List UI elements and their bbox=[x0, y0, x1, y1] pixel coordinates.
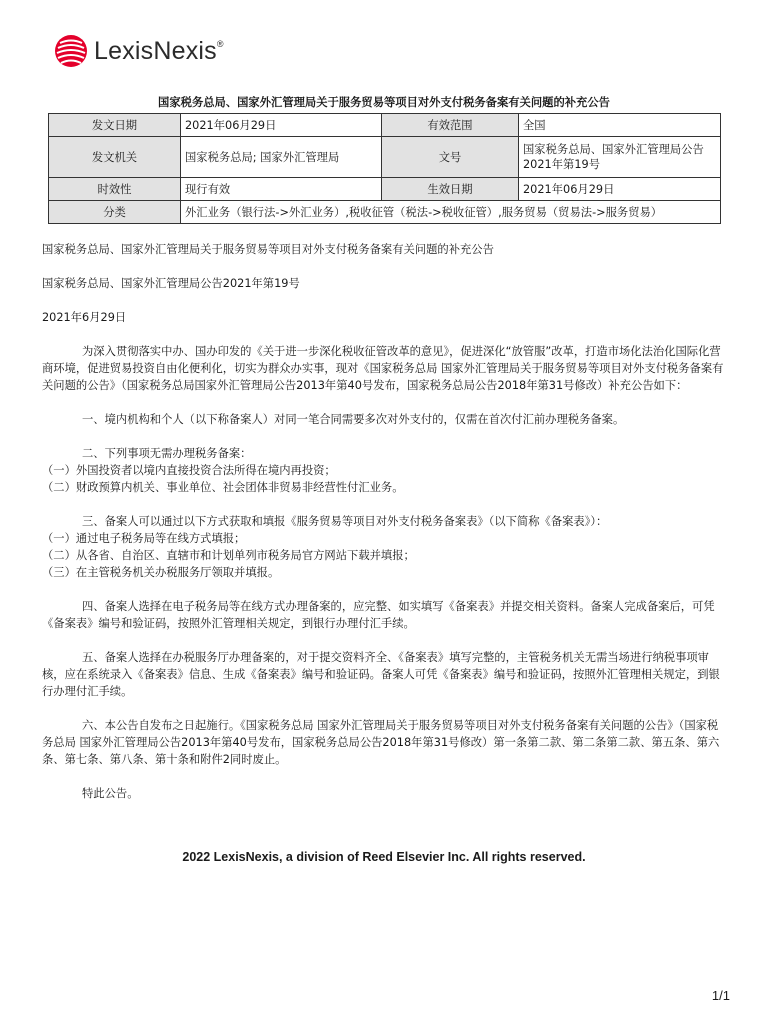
table-row bbox=[49, 114, 721, 137]
item-3-3: （三）在主管税务机关办税服务厅领取并填报。 bbox=[42, 566, 280, 579]
copyright-footer: 2022 LexisNexis, a division of Reed Elsevier Inc. All rights reserved. bbox=[182, 850, 586, 864]
doc-number-value: 国家税务总局、国家外汇管理局公告2021年第19号 bbox=[519, 137, 721, 178]
metadata-table bbox=[48, 113, 721, 224]
doc-number-label: 文号 bbox=[382, 137, 519, 178]
brand-name: LexisNexis® bbox=[94, 36, 224, 65]
table-row bbox=[49, 201, 721, 224]
category-label: 分类 bbox=[49, 201, 181, 224]
status-value: 现行有效 bbox=[181, 178, 382, 201]
effective-date-value: 2021年06月29日 bbox=[519, 178, 721, 201]
item-2-1: （一）外国投资者以境内直接投资合法所得在境内再投资； bbox=[42, 464, 336, 477]
effective-date-label: 生效日期 bbox=[382, 178, 519, 201]
announcement-number: 国家税务总局、国家外汇管理局公告2021年第19号 bbox=[42, 277, 300, 290]
scope-label: 有效范围 bbox=[382, 114, 519, 137]
category-value: 外汇业务（银行法->外汇业务）,税收征管（税法->税收征管）,服务贸易（贸易法->服务贸易） bbox=[181, 201, 721, 224]
item-2-2: （二）财政预算内机关、事业单位、社会团体非贸易非经营性付汇业务。 bbox=[42, 481, 404, 494]
page-number: 1/1 bbox=[711, 988, 730, 1003]
closing-line: 特此公告。 bbox=[82, 787, 139, 800]
body-title: 国家税务总局、国家外汇管理局关于服务贸易等项目对外支付税务备案有关问题的补充公告 bbox=[42, 243, 494, 256]
table-row bbox=[49, 137, 721, 178]
registered-mark: ® bbox=[216, 38, 224, 49]
issuer-value: 国家税务总局; 国家外汇管理局 bbox=[181, 137, 382, 178]
item-2: 二、下列事项无需办理税务备案： bbox=[82, 447, 252, 460]
item-5: 五、备案人选择在办税服务厅办理备案的，对于提交资料齐全、《备案表》填写完整的，主管税务机关无需当场进行纳税事项审核，应在系统录入《备案表》信息、生成《备案表》编号和验证码。备案人可凭《备案表》编号和验证码，按照外汇管理相关规定，到银行办理付汇手续。 bbox=[42, 651, 720, 698]
announcement-date: 2021年6月29日 bbox=[42, 311, 127, 324]
lexisnexis-logo-icon bbox=[54, 34, 88, 68]
scope-value: 全国 bbox=[519, 114, 721, 137]
status-label: 时效性 bbox=[49, 178, 181, 201]
issue-date-value: 2021年06月29日 bbox=[181, 114, 382, 137]
item-3-2: （二）从各省、自治区、直辖市和计划单列市税务局官方网站下载并填报； bbox=[42, 549, 415, 562]
item-1: 一、境内机构和个人（以下称备案人）对同一笔合同需要多次对外支付的，仅需在首次付汇前办理税务备案。 bbox=[82, 413, 625, 426]
document-title: 国家税务总局、国家外汇管理局关于服务贸易等项目对外支付税务备案有关问题的补充公告 bbox=[158, 96, 610, 109]
brand-logo bbox=[54, 34, 224, 68]
intro-paragraph: 为深入贯彻落实中办、国办印发的《关于进一步深化税收征管改革的意见》，促进深化“放管服”改革，打造市场化法治化国际化营商环境，促进贸易投资自由化便利化，切实为群众办实事，现对《国家税务总局 国家外汇管理局关于服务贸易等项目对外支付税务备案有关问题的公告》（国家税务总局国家外汇管理局公告2013年第40号发布，国家税务总局公告2018年第31号修改）补充公告如下： bbox=[42, 345, 724, 392]
issue-date-label: 发文日期 bbox=[49, 114, 181, 137]
issuer-label: 发文机关 bbox=[49, 137, 181, 178]
item-3-1: （一）通过电子税务局等在线方式填报； bbox=[42, 532, 246, 545]
table-row bbox=[49, 178, 721, 201]
document-body bbox=[42, 241, 728, 802]
item-3: 三、备案人可以通过以下方式获取和填报《服务贸易等项目对外支付税务备案表》（以下简称《备案表》）： bbox=[82, 515, 608, 528]
item-6: 六、本公告自发布之日起施行。《国家税务总局 国家外汇管理局关于服务贸易等项目对外支付税务备案有关问题的公告》（国家税务总局 国家外汇管理局公告2013年第40号发布，国家税务总局公告2018年第31号修改）第一条第二款、第二条第二款、第五条、第六条、第七条、第八条、第十条和附件2同时废止。 bbox=[42, 719, 720, 766]
item-4: 四、备案人选择在电子税务局等在线方式办理备案的，应完整、如实填写《备案表》并提交相关资料。备案人完成备案后，可凭《备案表》编号和验证码，按照外汇管理相关规定，到银行办理付汇手续。 bbox=[42, 600, 715, 630]
